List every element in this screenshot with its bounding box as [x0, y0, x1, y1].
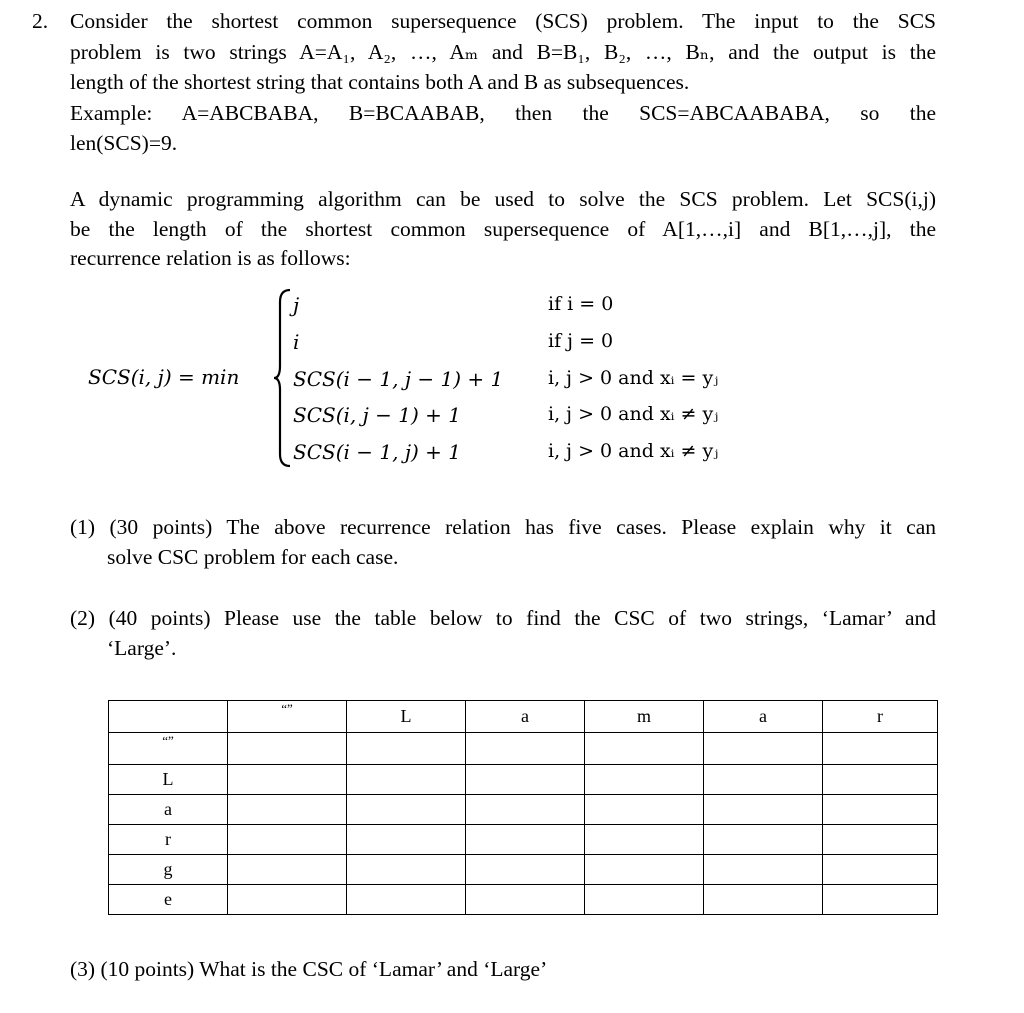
- dp-line-3: recurrence relation is as follows:: [70, 246, 351, 270]
- table-cell[interactable]: [466, 885, 585, 915]
- part-1-line-2: solve CSC problem for each case.: [107, 545, 399, 569]
- table-row: [109, 733, 938, 765]
- table-cell[interactable]: [585, 885, 704, 915]
- col-header-L: L: [347, 701, 466, 733]
- table-cell[interactable]: [704, 765, 823, 795]
- table-cell[interactable]: [823, 855, 938, 885]
- table-cell[interactable]: [347, 825, 466, 855]
- table-cell[interactable]: [704, 855, 823, 885]
- case-2-cond: if j = 0: [548, 330, 614, 352]
- case-3-expr: SCS(i − 1, j − 1) + 1: [293, 367, 504, 391]
- table-cell[interactable]: [704, 733, 823, 765]
- intro-line-2: problem is two strings A=A₁, A₂, …, Aₘ and B=B₁, B₂, …, Bₙ, and the output is the: [70, 40, 936, 64]
- table-cell[interactable]: [585, 795, 704, 825]
- table-cell[interactable]: [466, 795, 585, 825]
- col-header-a2: a: [704, 701, 823, 733]
- table-cell[interactable]: [466, 733, 585, 765]
- table-cell[interactable]: [347, 795, 466, 825]
- table-cell[interactable]: [823, 795, 938, 825]
- part-2-line-2: ‘Large’.: [107, 636, 177, 660]
- col-header-r: r: [823, 701, 938, 733]
- dp-line-1: A dynamic programming algorithm can be used to solve the SCS problem. Let SCS(i,j): [70, 187, 936, 211]
- table-row: [109, 825, 938, 855]
- table-cell[interactable]: [823, 765, 938, 795]
- table-row: [109, 795, 938, 825]
- table-cell[interactable]: [228, 825, 347, 855]
- col-header-empty: “”: [228, 701, 347, 733]
- table-cell[interactable]: [228, 765, 347, 795]
- table-cell[interactable]: [347, 885, 466, 915]
- table-row: [109, 885, 938, 915]
- col-header-m: m: [585, 701, 704, 733]
- case-2-expr: i: [293, 330, 300, 354]
- table-cell[interactable]: [466, 855, 585, 885]
- table-cell[interactable]: [704, 885, 823, 915]
- table-cell[interactable]: [585, 825, 704, 855]
- table-cell[interactable]: [585, 765, 704, 795]
- table-cell[interactable]: [585, 855, 704, 885]
- row-header-empty: “”: [109, 733, 228, 765]
- table-row: [109, 765, 938, 795]
- table-cell[interactable]: [228, 795, 347, 825]
- intro-line-1: Consider the shortest common supersequence (SCS) problem. The input to the SCS: [70, 9, 936, 33]
- left-brace-icon: [272, 288, 292, 468]
- table-cell[interactable]: [347, 855, 466, 885]
- part-1-line-1: (1) (30 points) The above recurrence relation has five cases. Please explain why it can: [70, 515, 936, 539]
- case-5-expr: SCS(i − 1, j) + 1: [293, 440, 462, 464]
- case-1-cond: if i = 0: [548, 293, 614, 315]
- case-1-expr: j: [293, 293, 300, 317]
- row-header-e: e: [109, 885, 228, 915]
- dp-table: [108, 700, 938, 915]
- table-cell[interactable]: [347, 765, 466, 795]
- row-header-a: a: [109, 795, 228, 825]
- table-cell[interactable]: [466, 765, 585, 795]
- recurrence-lhs: SCS(i, j) = min: [88, 365, 240, 389]
- table-cell[interactable]: [823, 825, 938, 855]
- dp-line-2: be the length of the shortest common supersequence of A[1,…,i] and B[1,…,j], the: [70, 217, 936, 241]
- row-header-g: g: [109, 855, 228, 885]
- table-cell[interactable]: [704, 795, 823, 825]
- table-cell[interactable]: [704, 825, 823, 855]
- case-4-cond: i, j > 0 and xᵢ ≠ yⱼ: [548, 403, 719, 425]
- table-cell[interactable]: [823, 733, 938, 765]
- case-4-expr: SCS(i, j − 1) + 1: [293, 403, 462, 427]
- case-5-cond: i, j > 0 and xᵢ ≠ yⱼ: [548, 440, 719, 462]
- row-header-L: L: [109, 765, 228, 795]
- col-header-a: a: [466, 701, 585, 733]
- row-header-r: r: [109, 825, 228, 855]
- case-3-cond: i, j > 0 and xᵢ = yⱼ: [548, 367, 719, 389]
- table-cell[interactable]: [823, 885, 938, 915]
- intro-line-3: length of the shortest string that contains both A and B as subsequences.: [70, 70, 690, 94]
- table-cell[interactable]: [228, 733, 347, 765]
- part-3-line: (3) (10 points) What is the CSC of ‘Lamar’ and ‘Large’: [70, 957, 548, 981]
- example-result: len(SCS)=9.: [70, 131, 178, 155]
- part-2-line-1: (2) (40 points) Please use the table below to find the CSC of two strings, ‘Lamar’ and: [70, 606, 936, 630]
- table-cell[interactable]: [228, 885, 347, 915]
- question-number: 2.: [32, 9, 49, 33]
- table-corner-cell: [109, 701, 228, 733]
- table-cell[interactable]: [228, 855, 347, 885]
- example-line: Example: A=ABCBABA, B=BCAABAB, then the SCS=ABCAABABA, so the: [70, 101, 936, 125]
- table-row: [109, 855, 938, 885]
- table-cell[interactable]: [585, 733, 704, 765]
- table-cell[interactable]: [466, 825, 585, 855]
- table-cell[interactable]: [347, 733, 466, 765]
